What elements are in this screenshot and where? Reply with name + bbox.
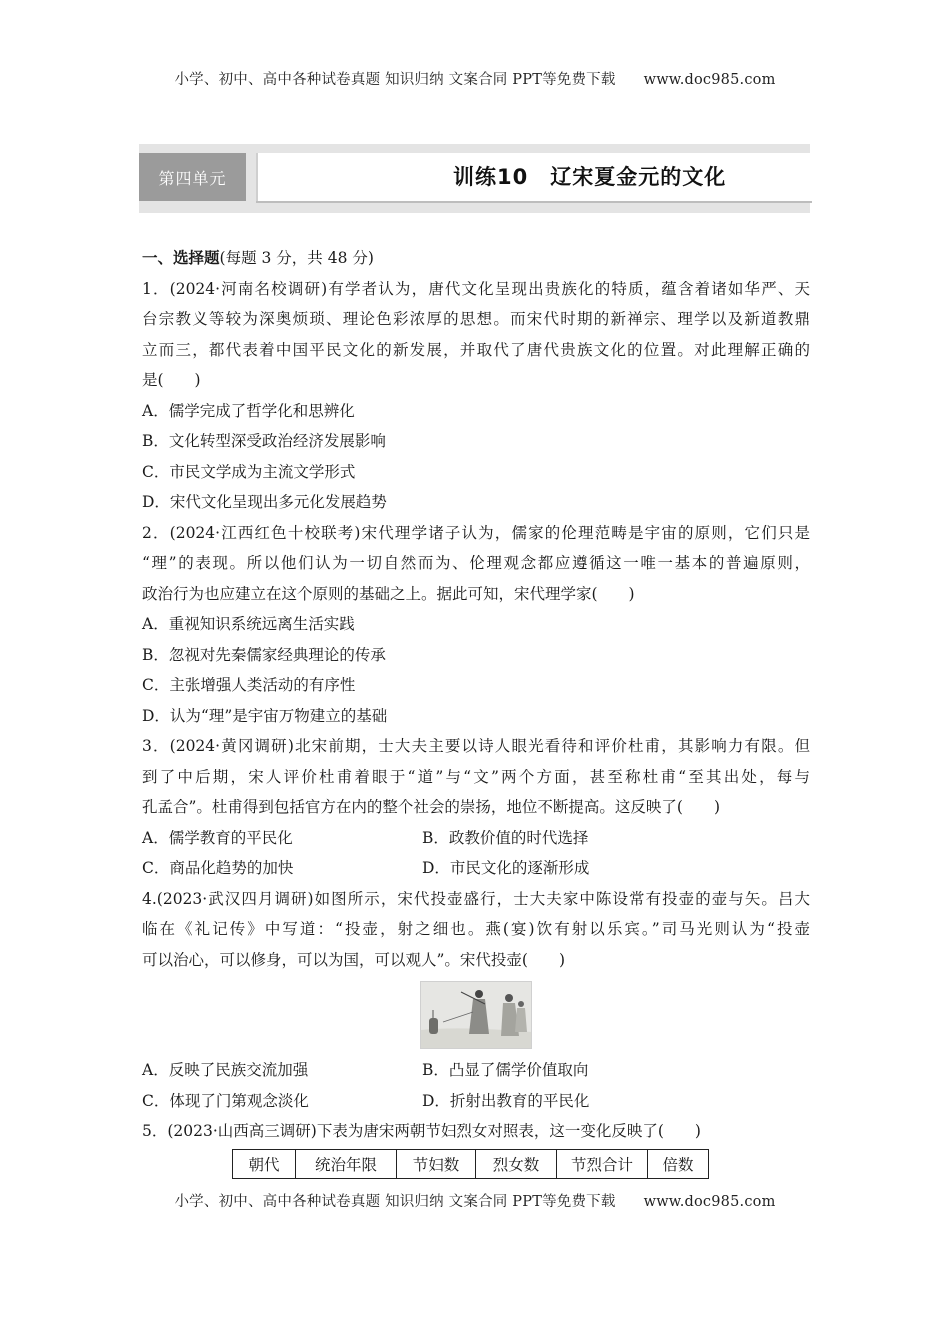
q1-line-4: 是( ): [142, 371, 201, 389]
q4-option-b[interactable]: B．凸显了儒学价值取向: [422, 1061, 589, 1079]
touhu-painting-image: [420, 981, 532, 1049]
q4-options-row-1: [142, 1055, 810, 1086]
section-title: 一、选择题: [142, 248, 220, 267]
table-header-row: [233, 1149, 709, 1178]
q3-option-d[interactable]: D．市民文化的逐渐形成: [422, 859, 590, 877]
q4-option-a[interactable]: A．反映了民族交流加强: [142, 1061, 309, 1079]
page-title: 训练10 辽宋夏金元的文化: [453, 165, 727, 189]
footer-site-url[interactable]: www.doc985.com: [643, 1194, 776, 1210]
q4-options-row-2: [142, 1086, 810, 1117]
promo-text: 小学、初中、高中各种试卷真题 知识归纳 文案合同 PPT等免费下载: [174, 72, 616, 88]
table-header-chaste-widows: 节妇数: [397, 1149, 476, 1178]
q2-option-d[interactable]: D．认为“理”是宇宙万物建立的基础: [142, 706, 388, 725]
table-header-total: 节烈合计: [557, 1149, 648, 1178]
header-promo: [0, 68, 950, 89]
section-heading: [142, 243, 810, 274]
q4-option-c[interactable]: C．体现了门第观念淡化: [142, 1091, 309, 1110]
q4-option-d[interactable]: D．折射出教育的平民化: [422, 1091, 590, 1110]
q4-line-1: 4.(2023·武汉四月调研)如图所示，宋代投壶盛行，士大夫家中陈设常有投壶的壶与矢。吕大: [142, 889, 810, 908]
q5-comparison-table: [232, 1149, 709, 1179]
q3-line-1: 3．(2024·黄冈调研)北宋前期，士大夫主要以诗人眼光看待和评价杜甫，其影响力有限。但: [142, 737, 810, 755]
q3-line-3: 孔孟合”。杜甫得到包括官方在内的整个社会的崇扬，地位不断提高。这反映了( ): [142, 798, 721, 816]
q2-line-1: 2．(2024·江西红色十校联考)宋代理学诸子认为，儒家的伦理范畴是宇宙的原则，它们只是: [142, 523, 810, 542]
table-header-dynasty: 朝代: [233, 1149, 296, 1178]
title-box: [256, 153, 812, 201]
q2-option-a[interactable]: A．重视知识系统远离生活实践: [142, 615, 355, 633]
q3-option-b[interactable]: B．政教价值的时代选择: [422, 828, 589, 847]
unit-title-bar: [139, 144, 810, 213]
q1-line-1: 1．(2024·河南名校调研)有学者认为，唐代文化呈现出贵族化的特质，蕴含着诸如华严、天: [142, 279, 810, 298]
q4-line-2: 临在《礼记传》中写道：“投壶，射之细也。燕(宴)饮有射以乐宾。”司马光则认为“投壶: [142, 920, 810, 938]
q4-figure: [142, 975, 810, 1055]
q1-option-c[interactable]: C．市民文学成为主流文学形式: [142, 462, 356, 481]
q2-line-3: 政治行为也应建立在这个原则的基础之上。据此可知，宋代理学家( ): [142, 584, 635, 603]
unit-tag: 第四单元: [139, 153, 246, 201]
q2-option-b[interactable]: B．忽视对先秦儒家经典理论的传承: [142, 645, 386, 664]
q4-line-3: 可以治心，可以修身，可以为国，可以观人”。宋代投壶( ): [142, 950, 566, 969]
q2-option-c[interactable]: C．主张增强人类活动的有序性: [142, 676, 356, 694]
exercise-content: [142, 243, 810, 1179]
table-header-reign-years: 统治年限: [296, 1149, 397, 1178]
footer-promo: [0, 1190, 950, 1211]
q1-option-b[interactable]: B．文化转型深受政治经济发展影响: [142, 432, 386, 450]
section-note: (每题 3 分，共 48 分): [219, 249, 374, 267]
q3-options-row-2: [142, 853, 810, 884]
q1-line-2: 台宗教义等较为深奥烦琐、理论色彩浓厚的思想。而宋代时期的新禅宗、理学以及新道教鼎: [142, 310, 810, 328]
q5-line-1: 5．(2023·山西高三调研)下表为唐宋两朝节妇烈女对照表，这一变化反映了( ): [142, 1122, 701, 1140]
q1-line-3: 立而三，都代表着中国平民文化的新发展，并取代了唐代贵族文化的位置。对此理解正确的: [142, 340, 810, 359]
q3-option-a[interactable]: A．儒学教育的平民化: [142, 828, 293, 847]
q2-line-2: “理”的表现。所以他们认为一切自然而为、伦理观念都应遵循这一唯一基本的普遍原则，: [142, 554, 810, 572]
q1-option-d[interactable]: D．宋代文化呈现出多元化发展趋势: [142, 493, 387, 511]
q3-options-row-1: [142, 823, 810, 854]
table-header-martyred-women: 烈女数: [476, 1149, 557, 1178]
site-url[interactable]: www.doc985.com: [643, 72, 776, 88]
q3-line-2: 到了中后期，宋人评价杜甫着眼于“道”与“文”两个方面，甚至称杜甫“至其出处，每与: [142, 767, 810, 786]
table-header-multiple: 倍数: [648, 1149, 709, 1178]
q1-option-a[interactable]: A．儒学完成了哲学化和思辨化: [142, 401, 355, 420]
footer-promo-text: 小学、初中、高中各种试卷真题 知识归纳 文案合同 PPT等免费下载: [174, 1194, 616, 1210]
q3-option-c[interactable]: C．商品化趋势的加快: [142, 859, 294, 877]
